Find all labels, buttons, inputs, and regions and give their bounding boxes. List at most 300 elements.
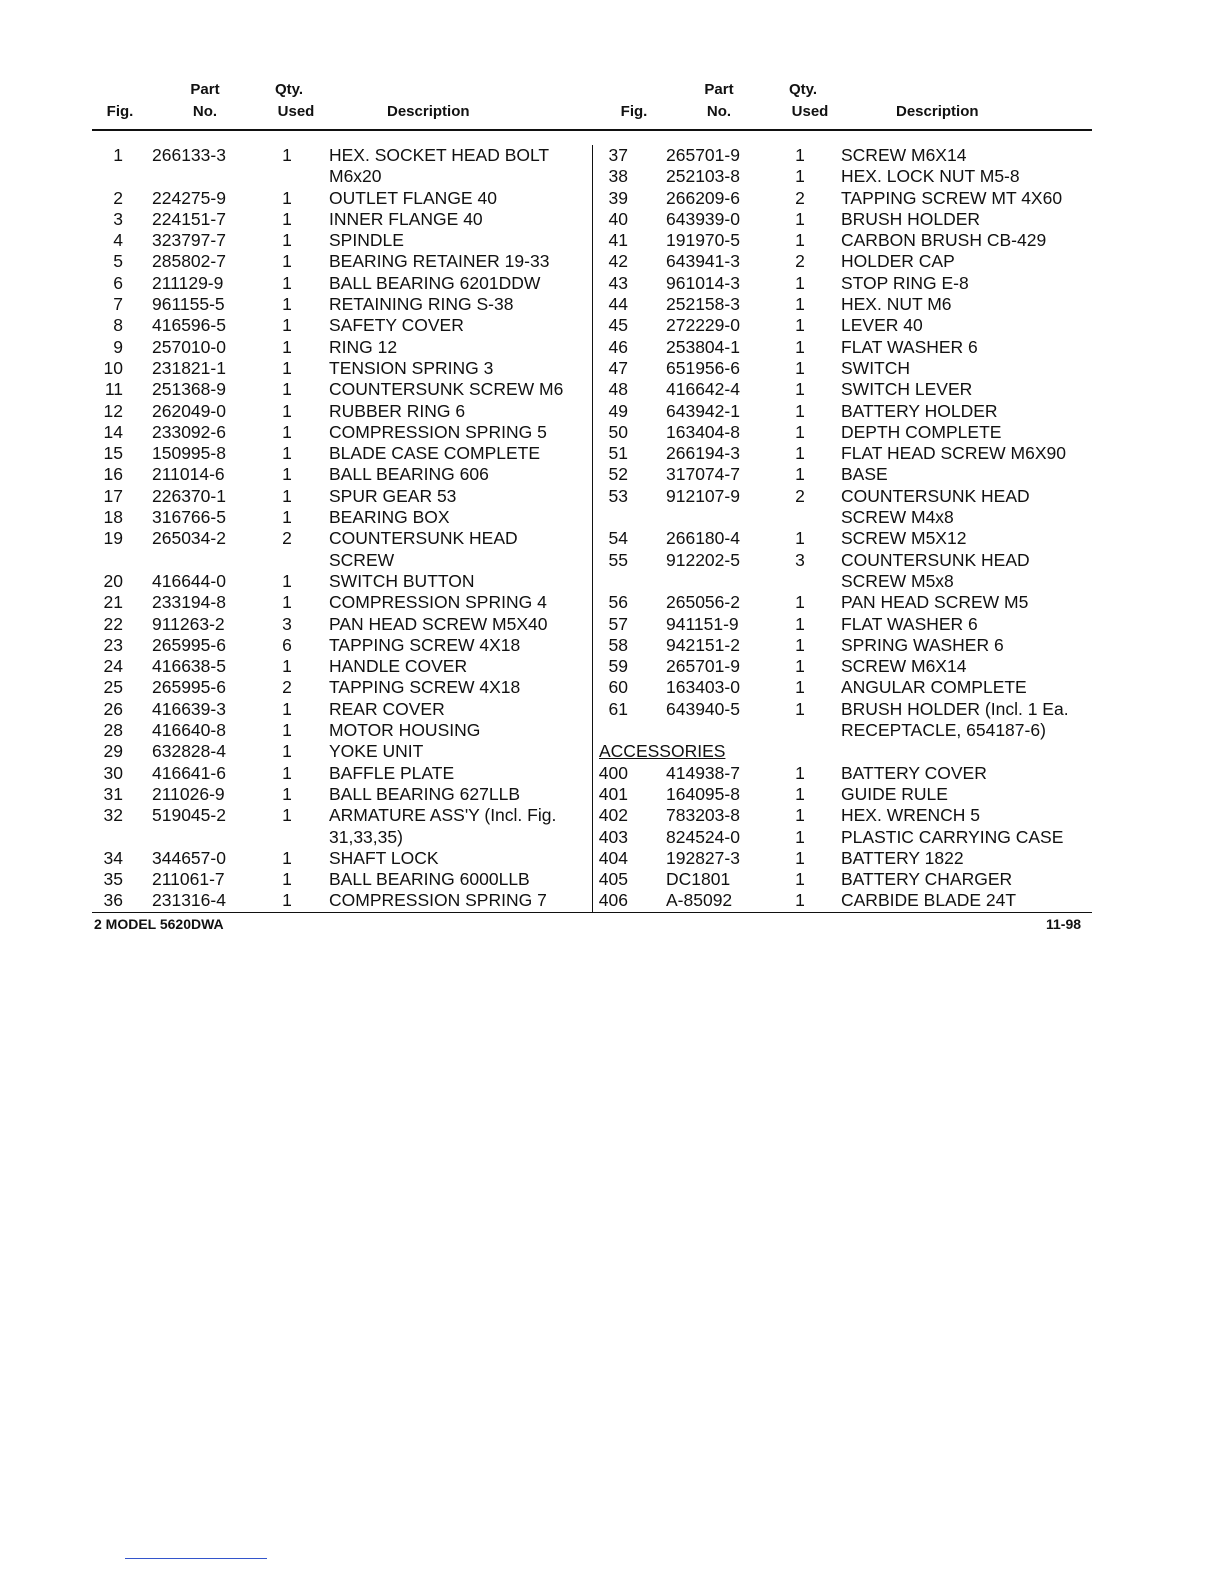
header-qty-line2: Used	[791, 103, 829, 120]
part-number-cell: 211014-6	[152, 464, 225, 485]
fig-cell: 40	[608, 208, 628, 229]
qty-cell: 1	[795, 315, 805, 336]
description-cell: INNER FLANGE 40	[329, 208, 483, 229]
table-row	[592, 571, 1224, 592]
header-qty-line2: Used	[277, 103, 315, 120]
part-number-cell: 192827-3	[666, 847, 740, 868]
part-number-cell: 191970-5	[666, 230, 740, 251]
fig-cell: 55	[608, 549, 628, 570]
qty-cell: 6	[282, 634, 292, 655]
part-number-cell: 912107-9	[666, 485, 740, 506]
table-row	[592, 145, 1224, 166]
qty-cell: 1	[795, 464, 805, 485]
description-cell: GUIDE RULE	[841, 783, 948, 804]
table-row	[0, 890, 592, 911]
fig-cell: 41	[608, 230, 628, 251]
table-row	[592, 699, 1224, 720]
description-cell: YOKE UNIT	[329, 741, 424, 762]
table-row	[0, 315, 592, 336]
part-number-cell: 912202-5	[666, 549, 740, 570]
footer-date: 11-98	[1046, 916, 1082, 932]
description-cell: PLASTIC CARRYING CASE	[841, 826, 1064, 847]
table-row	[592, 358, 1224, 379]
description-cell: SCREW M6X14	[841, 145, 967, 165]
qty-cell: 1	[795, 634, 805, 655]
part-number-cell: 164095-8	[666, 783, 740, 804]
table-row	[0, 358, 592, 379]
description-cell: SPUR GEAR 53	[329, 485, 457, 506]
description-cell: HEX. LOCK NUT M5-8	[841, 166, 1020, 187]
table-row	[592, 230, 1224, 251]
fig-cell: 26	[103, 698, 123, 719]
part-number-cell: 257010-0	[152, 336, 226, 357]
description-cell: PAN HEAD SCREW M5	[841, 592, 1029, 613]
fig-cell: 28	[103, 720, 123, 741]
part-number-cell: 416642-4	[666, 379, 740, 400]
fig-cell: 401	[598, 783, 628, 804]
table-row	[592, 784, 1224, 805]
header-qty-line1: Qty.	[789, 81, 818, 98]
part-number-cell: 643939-0	[666, 208, 740, 229]
description-cell: RUBBER RING 6	[329, 400, 466, 421]
header-qty-left	[266, 79, 326, 123]
table-row	[0, 550, 592, 571]
qty-cell: 1	[795, 379, 805, 400]
description-cell: RING 12	[329, 336, 398, 357]
description-cell: PAN HEAD SCREW M5X40	[329, 613, 548, 634]
fig-cell: 48	[608, 379, 628, 400]
fig-cell: 53	[608, 485, 628, 506]
table-row	[0, 592, 592, 613]
part-number-cell: 941151-9	[666, 613, 739, 634]
header-qty-line1: Qty.	[275, 81, 304, 98]
part-number-cell: 266133-3	[152, 145, 226, 165]
description-cell: OUTLET FLANGE 40	[329, 187, 497, 208]
part-number-cell: A-85092	[666, 890, 733, 911]
part-number-cell: 942151-2	[666, 634, 740, 655]
fig-cell: 43	[608, 272, 628, 293]
qty-cell: 1	[795, 826, 805, 847]
qty-cell: 1	[282, 464, 292, 485]
description-cell: 31,33,35)	[329, 826, 403, 847]
qty-cell: 1	[282, 251, 292, 272]
qty-cell: 1	[282, 570, 292, 591]
table-row	[592, 464, 1224, 485]
part-number-cell: 961155-5	[152, 294, 225, 315]
part-number-cell: 266209-6	[666, 187, 740, 208]
description-cell: ARMATURE ASS'Y (Incl. Fig.	[329, 805, 557, 826]
table-row	[0, 443, 592, 464]
table-row	[592, 528, 1224, 549]
part-number-cell: 416638-5	[152, 656, 226, 677]
part-number-cell: 226370-1	[152, 485, 226, 506]
fig-cell: 3	[113, 208, 123, 229]
description-cell: SWITCH LEVER	[841, 379, 973, 400]
table-row	[592, 251, 1224, 272]
qty-cell: 1	[282, 336, 292, 357]
description-cell: COUNTERSUNK HEAD	[841, 485, 1030, 506]
table-row	[592, 443, 1224, 464]
fig-cell: 14	[103, 421, 123, 442]
qty-cell: 1	[795, 805, 805, 826]
table-row	[0, 507, 592, 528]
fig-cell: 61	[608, 698, 628, 719]
part-number-cell: 252158-3	[666, 294, 740, 315]
qty-cell: 1	[795, 698, 805, 719]
fig-cell: 17	[103, 485, 123, 506]
qty-cell: 1	[795, 783, 805, 804]
table-row	[0, 294, 592, 315]
qty-cell: 1	[282, 869, 292, 890]
description-cell: TAPPING SCREW 4X18	[329, 634, 521, 655]
part-number-cell: 265701-9	[666, 145, 740, 165]
description-cell: RETAINING RING S-38	[329, 294, 514, 315]
description-cell: LEVER 40	[841, 315, 923, 336]
qty-cell: 1	[795, 357, 805, 378]
qty-cell: 2	[795, 187, 805, 208]
qty-cell: 1	[282, 230, 292, 251]
fig-cell: 24	[103, 656, 123, 677]
table-row	[0, 571, 592, 592]
fig-cell: 45	[608, 315, 628, 336]
fig-cell: 44	[608, 294, 628, 315]
table-row	[592, 763, 1224, 784]
part-number-cell: DC1801	[666, 869, 731, 890]
qty-cell: 1	[795, 762, 805, 783]
qty-cell: 1	[795, 528, 805, 549]
qty-cell: 1	[795, 272, 805, 293]
description-cell: MOTOR HOUSING	[329, 720, 481, 741]
fig-cell: 404	[598, 847, 628, 868]
table-row	[592, 315, 1224, 336]
description-cell: CARBIDE BLADE 24T	[841, 890, 1017, 911]
qty-cell: 1	[795, 443, 805, 464]
qty-cell: 1	[282, 741, 292, 762]
part-number-cell: 211061-7	[152, 869, 225, 890]
table-row	[592, 720, 1224, 741]
description-cell: TAPPING SCREW MT 4X60	[841, 187, 1063, 208]
qty-cell: 1	[282, 507, 292, 528]
part-number-cell: 163403-0	[666, 677, 740, 698]
description-cell: TAPPING SCREW 4X18	[329, 677, 521, 698]
part-number-cell: 643940-5	[666, 698, 740, 719]
table-row	[0, 741, 592, 762]
qty-cell: 1	[282, 443, 292, 464]
part-number-cell: 651956-6	[666, 357, 740, 378]
header-part-left	[175, 79, 235, 123]
table-row	[0, 614, 592, 635]
part-number-cell: 416596-5	[152, 315, 226, 336]
description-cell: BALL BEARING 6201DDW	[329, 272, 541, 293]
qty-cell: 1	[795, 592, 805, 613]
fig-cell: 46	[608, 336, 628, 357]
fig-cell: 52	[608, 464, 628, 485]
qty-cell: 1	[795, 230, 805, 251]
description-cell: COUNTERSUNK HEAD	[841, 549, 1030, 570]
part-number-cell: 911263-2	[152, 613, 225, 634]
part-number-cell: 253804-1	[666, 336, 740, 357]
qty-cell: 3	[795, 549, 805, 570]
table-row	[0, 273, 592, 294]
description-cell: STOP RING E-8	[841, 272, 969, 293]
part-number-cell: 824524-0	[666, 826, 740, 847]
fig-cell: 16	[103, 464, 123, 485]
qty-cell: 2	[282, 677, 292, 698]
table-row	[0, 401, 592, 422]
part-number-cell: 285802-7	[152, 251, 226, 272]
qty-cell: 1	[795, 145, 805, 165]
parts-table-left	[0, 145, 592, 912]
qty-cell: 1	[282, 485, 292, 506]
description-cell: BEARING BOX	[329, 507, 450, 528]
table-row	[592, 401, 1224, 422]
fig-cell: 10	[103, 357, 123, 378]
part-number-cell: 272229-0	[666, 315, 740, 336]
qty-cell: 1	[795, 890, 805, 911]
fig-cell: 402	[598, 805, 628, 826]
fig-cell: 56	[608, 592, 628, 613]
fig-cell: 5	[113, 251, 123, 272]
part-number-cell: 233194-8	[152, 592, 226, 613]
fig-cell: 4	[113, 230, 123, 251]
fig-cell: 49	[608, 400, 628, 421]
part-number-cell: 632828-4	[152, 741, 226, 762]
description-cell: SCREW M5X12	[841, 528, 967, 549]
fig-cell: 9	[113, 336, 123, 357]
qty-cell: 1	[282, 847, 292, 868]
qty-cell: 1	[795, 656, 805, 677]
header-part-line2: No.	[706, 103, 732, 120]
table-row	[592, 188, 1224, 209]
header-fig-right: Fig.	[620, 103, 648, 120]
part-number-cell: 211129-9	[152, 272, 224, 293]
fig-cell: 42	[608, 251, 628, 272]
description-cell: BALL BEARING 627LLB	[329, 783, 520, 804]
table-row	[592, 592, 1224, 613]
table-row	[0, 145, 592, 166]
qty-cell: 1	[795, 336, 805, 357]
part-number-cell: 266180-4	[666, 528, 740, 549]
qty-cell: 1	[282, 272, 292, 293]
description-cell: SPINDLE	[329, 230, 404, 251]
part-number-cell: 416641-6	[152, 762, 226, 783]
table-row	[592, 486, 1224, 507]
table-row	[592, 869, 1224, 890]
table-row	[0, 656, 592, 677]
table-row	[0, 188, 592, 209]
fig-cell: 400	[598, 762, 628, 783]
part-number-cell: 783203-8	[666, 805, 740, 826]
fig-cell: 7	[113, 294, 123, 315]
table-row	[592, 805, 1224, 826]
table-row	[0, 763, 592, 784]
description-cell: SWITCH	[841, 357, 911, 378]
description-cell: BRUSH HOLDER	[841, 208, 981, 229]
description-cell: BLADE CASE COMPLETE	[329, 443, 541, 464]
qty-cell: 1	[282, 294, 292, 315]
description-cell: FLAT HEAD SCREW M6X90	[841, 443, 1066, 464]
description-cell: SCREW	[329, 549, 395, 570]
fig-cell: 1	[113, 145, 123, 165]
qty-cell: 1	[282, 783, 292, 804]
description-cell: BASE	[841, 464, 888, 485]
fig-cell: 54	[608, 528, 628, 549]
table-row	[592, 337, 1224, 358]
table-row	[0, 635, 592, 656]
table-row	[0, 379, 592, 400]
fig-cell: 36	[103, 890, 123, 911]
description-cell: COUNTERSUNK SCREW M6	[329, 379, 564, 400]
part-number-cell: 265995-6	[152, 634, 226, 655]
header-description-left: Description	[387, 103, 470, 120]
header-part-line2: No.	[192, 103, 218, 120]
fig-cell: 12	[103, 400, 123, 421]
qty-cell: 1	[282, 145, 292, 165]
part-number-cell: 224151-7	[152, 208, 226, 229]
table-row	[592, 635, 1224, 656]
parts-table-right	[592, 145, 1224, 912]
part-number-cell: 643942-1	[666, 400, 740, 421]
part-number-cell: 251368-9	[152, 379, 226, 400]
description-cell: HEX. WRENCH 5	[841, 805, 981, 826]
part-number-cell: 211026-9	[152, 783, 225, 804]
table-row	[592, 507, 1224, 528]
table-row	[592, 273, 1224, 294]
qty-cell: 1	[282, 379, 292, 400]
qty-cell: 1	[282, 890, 292, 911]
fig-cell: 11	[104, 379, 123, 400]
part-number-cell: 265034-2	[152, 528, 226, 549]
table-row	[0, 869, 592, 890]
part-number-cell: 224275-9	[152, 187, 226, 208]
fig-cell: 23	[103, 634, 123, 655]
table-row	[0, 528, 592, 549]
description-cell: SHAFT LOCK	[329, 847, 439, 868]
fig-cell: 406	[598, 890, 628, 911]
fig-cell: 47	[608, 357, 628, 378]
description-cell: HEX. NUT M6	[841, 294, 952, 315]
fig-cell: 21	[103, 592, 123, 613]
table-row	[592, 890, 1224, 911]
qty-cell: 1	[282, 762, 292, 783]
part-number-cell: 150995-8	[152, 443, 226, 464]
part-number-cell: 643941-3	[666, 251, 740, 272]
qty-cell: 1	[282, 315, 292, 336]
fig-cell: 32	[103, 805, 123, 826]
header-rule	[92, 129, 1092, 131]
qty-cell: 1	[282, 187, 292, 208]
description-cell: SCREW M6X14	[841, 656, 967, 677]
table-row	[0, 784, 592, 805]
table-row	[0, 422, 592, 443]
description-cell: BATTERY 1822	[841, 847, 964, 868]
description-cell: COUNTERSUNK HEAD	[329, 528, 518, 549]
qty-cell: 1	[795, 294, 805, 315]
fig-cell: 34	[103, 847, 123, 868]
part-number-cell: 265056-2	[666, 592, 740, 613]
qty-cell: 1	[282, 357, 292, 378]
description-cell: SCREW M4x8	[841, 507, 954, 528]
part-number-cell: 231316-4	[152, 890, 226, 911]
description-cell: BATTERY HOLDER	[841, 400, 998, 421]
part-number-cell: 344657-0	[152, 847, 226, 868]
part-number-cell: 231821-1	[152, 357, 226, 378]
description-cell: ANGULAR COMPLETE	[841, 677, 1027, 698]
description-cell: BEARING RETAINER 19-33	[329, 251, 550, 272]
qty-cell: 1	[282, 698, 292, 719]
part-number-cell: 416644-0	[152, 570, 226, 591]
fig-cell: 57	[608, 613, 628, 634]
header-fig-left: Fig.	[106, 103, 134, 120]
description-cell: SPRING WASHER 6	[841, 634, 1004, 655]
part-number-cell: 233092-6	[152, 421, 226, 442]
qty-cell: 1	[795, 613, 805, 634]
description-cell: COMPRESSION SPRING 5	[329, 421, 547, 442]
header-part-line1: Part	[190, 81, 220, 98]
table-row	[0, 805, 592, 826]
description-cell: HANDLE COVER	[329, 656, 468, 677]
qty-cell: 1	[795, 677, 805, 698]
table-row	[592, 209, 1224, 230]
footer-model: 2 MODEL 5620DWA	[94, 916, 224, 932]
part-number-cell: 519045-2	[152, 805, 226, 826]
fig-cell: 59	[608, 656, 628, 677]
description-cell: TENSION SPRING 3	[329, 357, 494, 378]
table-row	[592, 166, 1224, 187]
description-cell: BALL BEARING 606	[329, 464, 489, 485]
qty-cell: 2	[282, 528, 292, 549]
qty-cell: 1	[795, 400, 805, 421]
fig-cell: 22	[103, 613, 123, 634]
qty-cell: 1	[795, 869, 805, 890]
part-number-cell: 163404-8	[666, 421, 740, 442]
fig-cell: 25	[103, 677, 123, 698]
header-qty-right	[780, 79, 840, 123]
table-row	[0, 827, 592, 848]
table-row	[0, 464, 592, 485]
qty-cell: 1	[282, 421, 292, 442]
fig-cell: 8	[113, 315, 123, 336]
description-cell: FLAT WASHER 6	[841, 336, 978, 357]
description-cell: BRUSH HOLDER (Incl. 1 Ea.	[841, 698, 1069, 719]
fig-cell: 2	[113, 187, 123, 208]
fig-cell: 30	[103, 762, 123, 783]
fig-cell: 51	[608, 443, 628, 464]
description-cell: COMPRESSION SPRING 4	[329, 592, 547, 613]
table-row	[592, 677, 1224, 698]
header-description-right: Description	[896, 103, 979, 120]
part-number-cell: 265995-6	[152, 677, 226, 698]
qty-cell: 1	[795, 166, 805, 187]
qty-cell: 2	[795, 485, 805, 506]
fig-cell: 29	[103, 741, 123, 762]
part-number-cell: 414938-7	[666, 762, 740, 783]
table-row	[0, 848, 592, 869]
bottom-rule	[92, 912, 1092, 913]
qty-cell: 1	[795, 421, 805, 442]
fig-cell: 60	[608, 677, 628, 698]
description-cell: FLAT WASHER 6	[841, 613, 978, 634]
fig-cell: 35	[103, 869, 123, 890]
fig-cell: 405	[598, 869, 628, 890]
table-row	[0, 699, 592, 720]
description-cell: HOLDER CAP	[841, 251, 955, 272]
table-row	[592, 656, 1224, 677]
table-row	[0, 486, 592, 507]
description-cell: BATTERY CHARGER	[841, 869, 1013, 890]
part-number-cell: 266194-3	[666, 443, 740, 464]
qty-cell: 2	[795, 251, 805, 272]
